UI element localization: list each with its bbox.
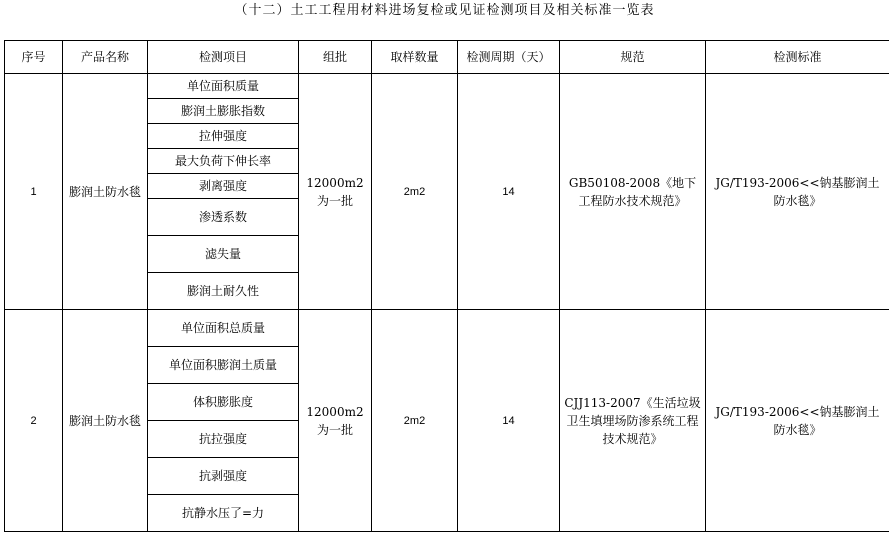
row-spec-text: CJJ113-2007《生活垃圾卫生填埋场防渗系统工程技术规范》 (564, 395, 701, 446)
test-item: 渗透系数 (148, 199, 299, 236)
header-index: 序号 (5, 41, 63, 74)
row-standard (706, 74, 889, 310)
test-item: 膨润土耐久性 (148, 273, 299, 310)
row-sample: 2m2 (372, 310, 458, 532)
row-spec-text: GB50108-2008《地下工程防水技术规范》 (568, 175, 697, 208)
test-item: 拉伸强度 (148, 124, 299, 149)
header-period: 检测周期（天） (458, 41, 560, 74)
row-spec (560, 74, 706, 310)
table-header-row (5, 41, 889, 74)
test-item: 单位面积质量 (148, 74, 299, 99)
row-product (63, 74, 148, 310)
header-spec: 规范 (560, 41, 706, 74)
row-product-text: 膨润土防水毯 (68, 413, 141, 428)
table-row (5, 310, 889, 347)
row-product (63, 310, 148, 532)
test-item: 单位面积膨润土质量 (148, 347, 299, 384)
row-standard-text: JG/T193-2006<<钠基膨润土防水毯》 (715, 404, 880, 437)
test-item: 膨润土膨胀指数 (148, 99, 299, 124)
row-batch (299, 310, 372, 532)
row-spec (560, 310, 706, 532)
header-sample: 取样数量 (372, 41, 458, 74)
test-item: 剥离强度 (148, 174, 299, 199)
test-item: 最大负荷下伸长率 (148, 149, 299, 174)
row-index: 2 (5, 310, 63, 532)
header-standard: 检测标准 (706, 41, 889, 74)
row-batch (299, 74, 372, 310)
row-product-text: 膨润土防水毯 (68, 184, 141, 199)
page-title: （十二）土工工程用材料进场复检或见证检测项目及相关标准一览表 (234, 3, 655, 18)
row-period: 14 (458, 310, 560, 532)
row-batch-text: 12000m2为一批 (306, 175, 364, 208)
test-item: 滤失量 (148, 236, 299, 273)
row-index: 1 (5, 74, 63, 310)
standards-table (4, 40, 889, 532)
test-item: 体积膨胀度 (148, 384, 299, 421)
table-row (5, 74, 889, 99)
test-item: 抗拉强度 (148, 421, 299, 458)
row-standard (706, 310, 889, 532)
test-item: 单位面积总质量 (148, 310, 299, 347)
header-batch: 组批 (299, 41, 372, 74)
header-product: 产品名称 (63, 41, 148, 74)
row-batch-text: 12000m2为一批 (306, 404, 364, 437)
row-sample: 2m2 (372, 74, 458, 310)
test-item: 抗静水压了=力 (148, 495, 299, 532)
row-standard-text: JG/T193-2006<<钠基膨润土防水毯》 (715, 175, 880, 208)
header-items: 检测项目 (148, 41, 299, 74)
test-item: 抗剥强度 (148, 458, 299, 495)
row-period: 14 (458, 74, 560, 310)
